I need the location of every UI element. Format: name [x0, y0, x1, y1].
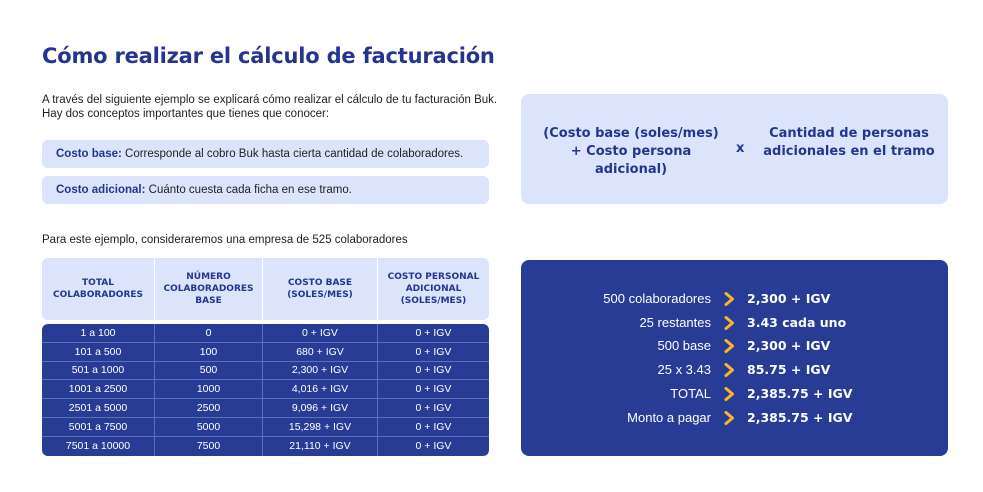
- table-row: [42, 418, 489, 437]
- calc-label: 25 restantes: [639, 315, 711, 330]
- calc-row: [521, 289, 948, 309]
- concept-term: Costo adicional:: [56, 184, 146, 196]
- calc-value: 2,385.75 + IGV: [747, 410, 853, 425]
- calc-row: [521, 408, 948, 428]
- calc-label: 25 x 3.43: [657, 362, 711, 377]
- cell-base: 7500: [155, 437, 263, 456]
- header-costo-adicional: COSTO PERSONAL ADICIONAL (SOLES/MES): [387, 272, 480, 306]
- formula-box: [521, 94, 948, 204]
- cell-costo-base: 15,298 + IGV: [263, 418, 378, 436]
- cell-base: 5000: [155, 418, 263, 436]
- cell-costo-base: 2,300 + IGV: [263, 362, 378, 380]
- cell-tramo: 1 a 100: [42, 324, 155, 342]
- table-row: [42, 343, 489, 362]
- cell-base: 1000: [155, 380, 263, 398]
- cell-tramo: 2501 a 5000: [42, 399, 155, 417]
- table-row: [42, 437, 489, 456]
- pricing-table-header: [42, 258, 489, 320]
- cell-costo-adicional: 0 + IGV: [415, 420, 452, 433]
- pricing-table-body: [42, 324, 489, 456]
- cell-costo-adicional: 0 + IGV: [415, 326, 452, 339]
- page-title: Cómo realizar el cálculo de facturación: [42, 44, 495, 68]
- cell-costo-adicional: 0 + IGV: [415, 402, 452, 415]
- cell-tramo: 101 a 500: [42, 343, 155, 361]
- table-row: [42, 324, 489, 343]
- calc-value: 2,300 + IGV: [747, 338, 831, 353]
- cell-tramo: 501 a 1000: [42, 362, 155, 380]
- chevron-right-icon: [722, 387, 736, 401]
- cell-base: 500: [155, 362, 263, 380]
- cell-costo-base: 9,096 + IGV: [263, 399, 378, 417]
- cell-costo-adicional: 0 + IGV: [415, 364, 452, 377]
- cell-costo-adicional: 0 + IGV: [415, 345, 452, 358]
- concept-costo-adicional: [42, 176, 489, 204]
- concept-text: Cuánto cuesta cada ficha en ese tramo.: [145, 184, 352, 196]
- calc-value: 2,300 + IGV: [747, 291, 831, 306]
- cell-costo-base: 0 + IGV: [263, 324, 378, 342]
- cell-costo-base: 4,016 + IGV: [263, 380, 378, 398]
- calc-row: [521, 384, 948, 404]
- table-row: [42, 362, 489, 381]
- table-row: [42, 380, 489, 399]
- formula-left-term: (Costo base (soles/mes) + Costo persona adicional): [543, 126, 719, 177]
- table-row: [42, 399, 489, 418]
- cell-tramo: 7501 a 10000: [42, 437, 155, 456]
- cell-costo-adicional: 0 + IGV: [415, 383, 452, 396]
- chevron-right-icon: [722, 363, 736, 377]
- calc-value: 85.75 + IGV: [747, 362, 831, 377]
- header-costo-base: COSTO BASE (SOLES/MES): [263, 258, 378, 320]
- calc-label: 500 colaboradores: [603, 291, 711, 306]
- calc-row: [521, 313, 948, 333]
- calculation-panel: [521, 260, 948, 456]
- cell-costo-adicional: 0 + IGV: [415, 440, 452, 453]
- cell-costo-base: 680 + IGV: [263, 343, 378, 361]
- cell-base: 2500: [155, 399, 263, 417]
- concept-term: Costo base:: [56, 148, 122, 160]
- calc-label: TOTAL: [670, 386, 711, 401]
- chevron-right-icon: [722, 316, 736, 330]
- calc-row: [521, 360, 948, 380]
- concept-text: Corresponde al cobro Buk hasta cierta cantidad de colaboradores.: [121, 148, 464, 160]
- example-text: Para este ejemplo, consideraremos una empresa de 525 colaboradores: [42, 234, 408, 246]
- calc-row: [521, 336, 948, 356]
- cell-tramo: 1001 a 2500: [42, 380, 155, 398]
- formula-right-term: Cantidad de personas adicionales en el tramo: [763, 126, 935, 159]
- formula-operator: x: [736, 141, 745, 156]
- header-total-colaboradores: TOTAL COLABORADORES: [42, 258, 155, 320]
- intro-line-1: A través del siguiente ejemplo se explicará cómo realizar el cálculo de tu facturación Buk.: [42, 94, 498, 106]
- calc-label: 500 base: [657, 338, 711, 353]
- cell-base: 100: [155, 343, 263, 361]
- cell-tramo: 5001 a 7500: [42, 418, 155, 436]
- intro-line-2: Hay dos conceptos importantes que tienes que conocer:: [42, 108, 330, 120]
- calc-value: 2,385.75 + IGV: [747, 386, 853, 401]
- header-numero-base: NÚMERO COLABORADORES BASE: [155, 258, 263, 320]
- concept-costo-base: [42, 140, 489, 168]
- cell-base: 0: [155, 324, 263, 342]
- chevron-right-icon: [722, 339, 736, 353]
- calc-value: 3.43 cada uno: [747, 315, 847, 330]
- chevron-right-icon: [722, 292, 736, 306]
- chevron-right-icon: [722, 411, 736, 425]
- cell-costo-base: 21,110 + IGV: [263, 437, 378, 456]
- intro-text: [42, 93, 502, 121]
- calc-label: Monto a pagar: [627, 410, 711, 425]
